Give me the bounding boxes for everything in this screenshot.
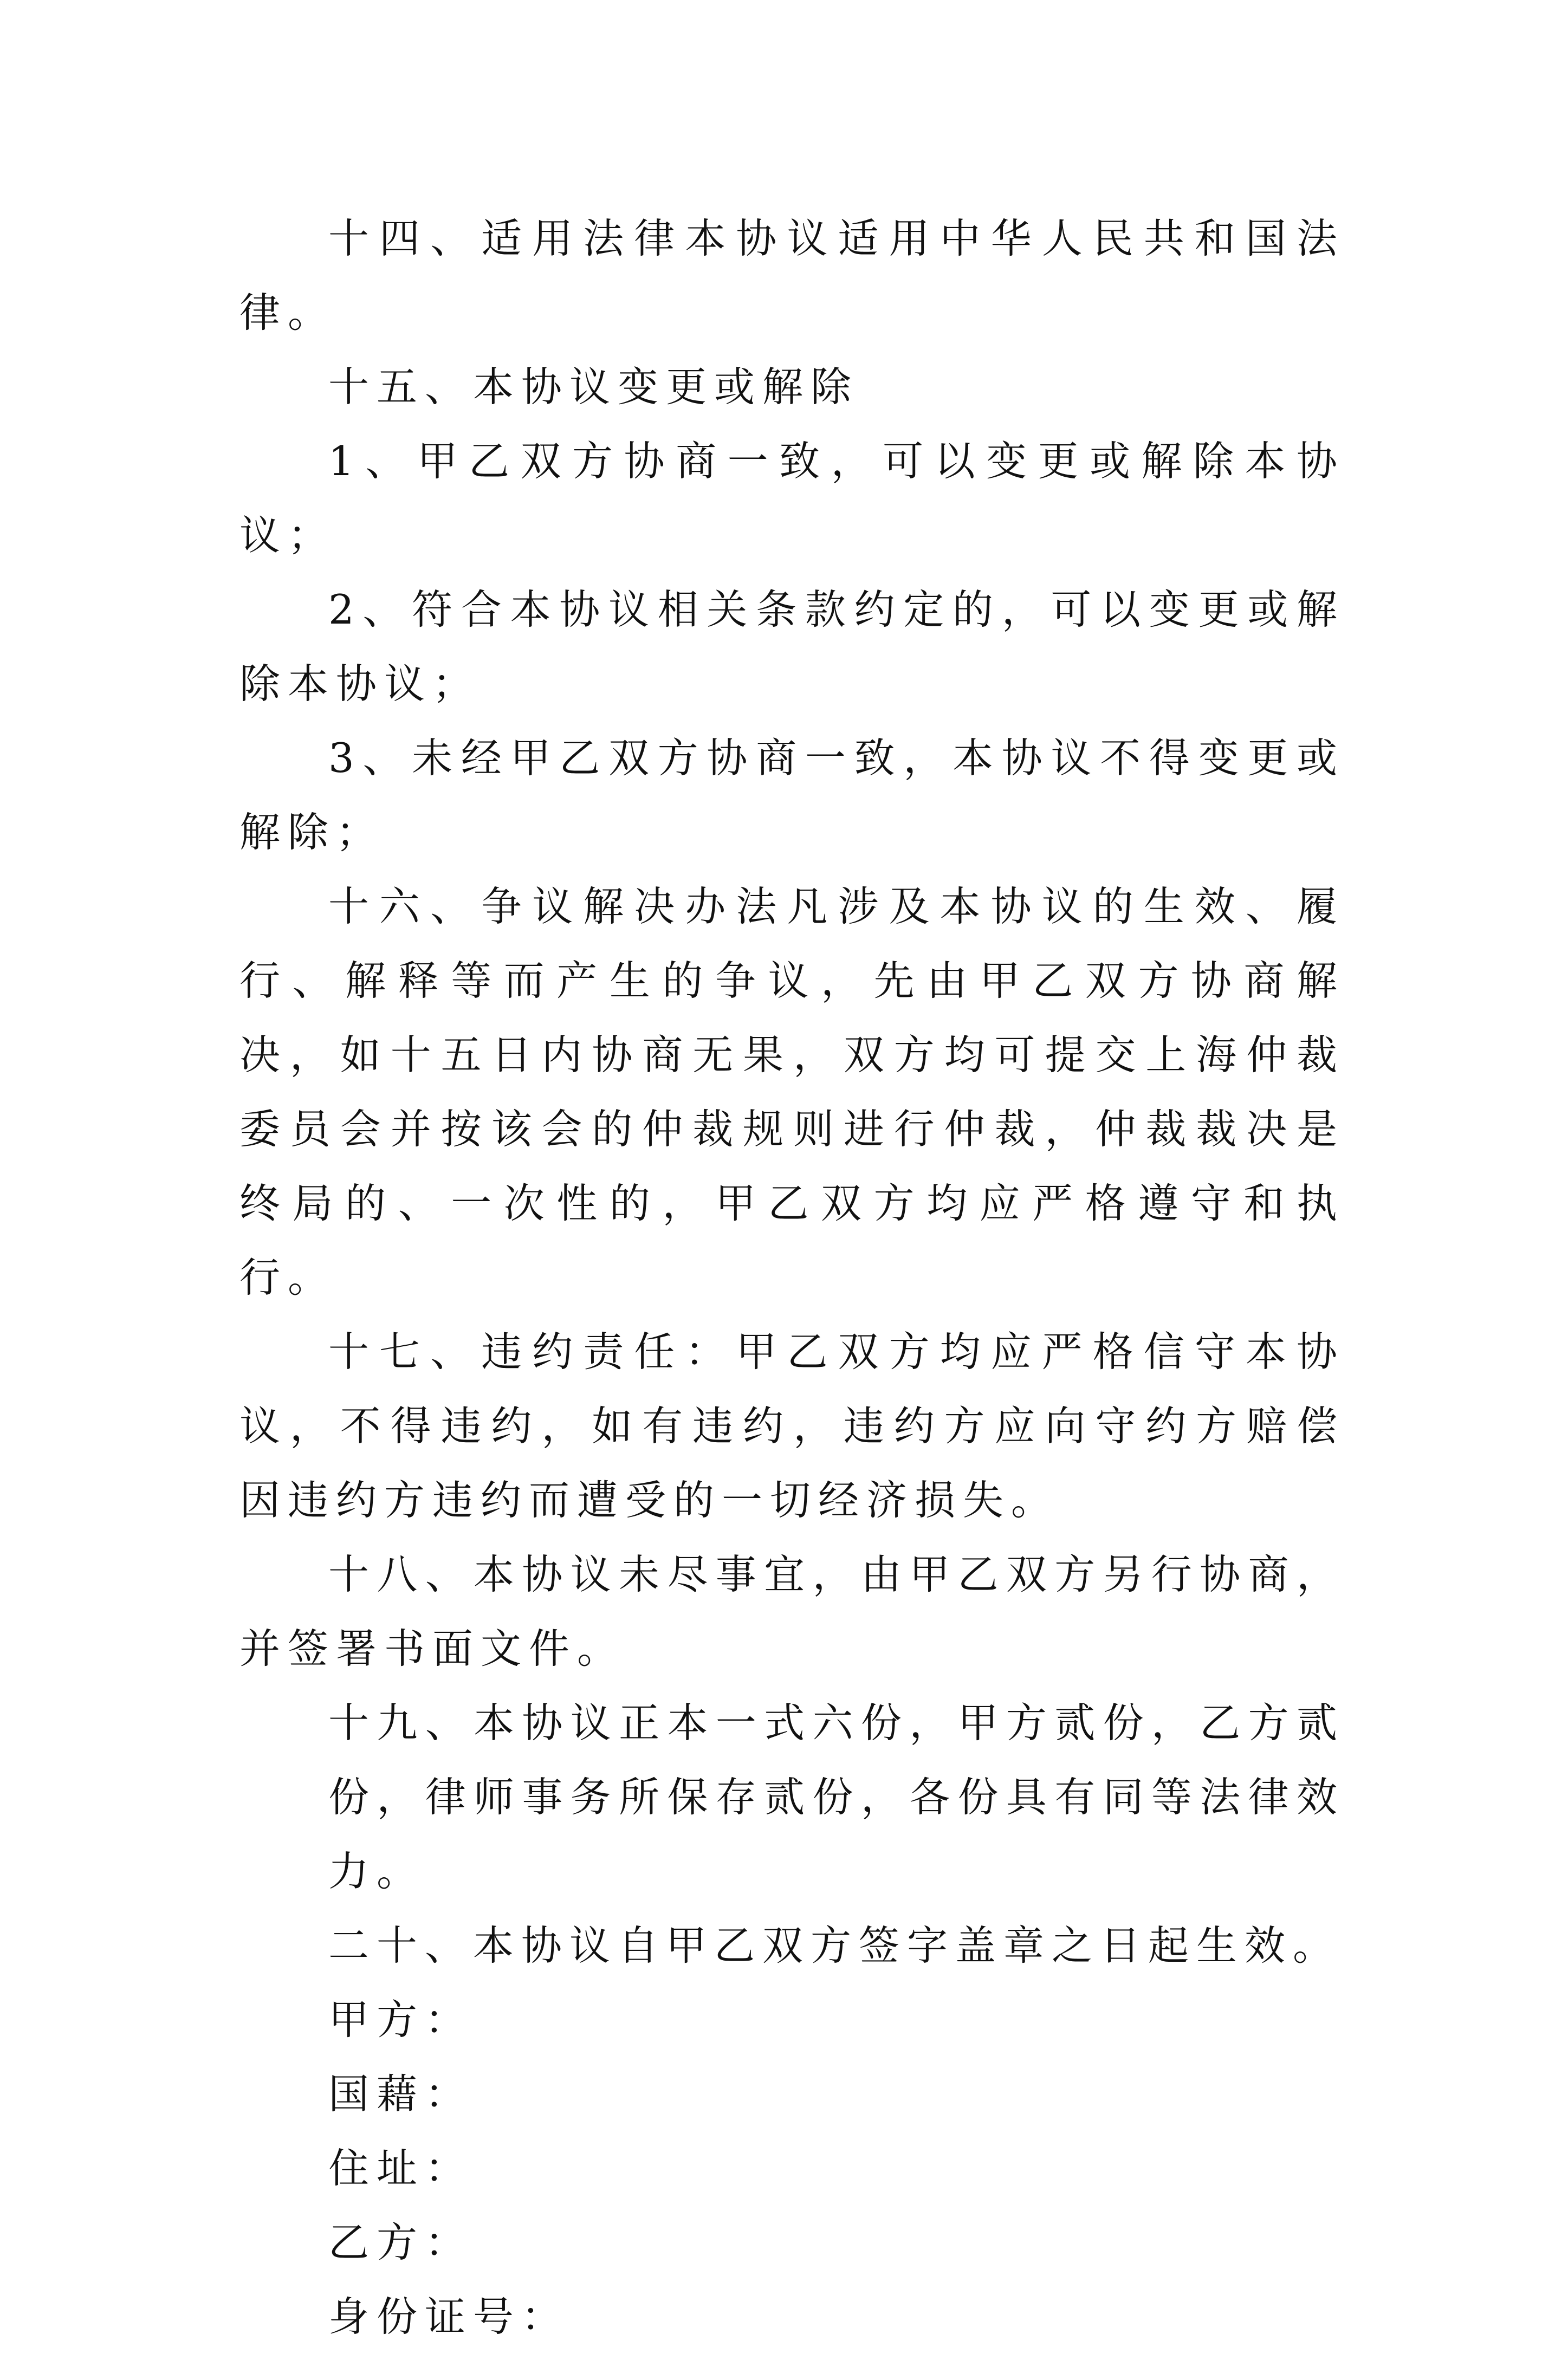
clause-19-copies: 十九、本协议正本一式六份，甲方贰份，乙方贰份，律师事务所保存贰份，各份具有同等法律效力。 — [328, 1699, 1345, 1895]
nationality-label: 国藉： — [328, 2070, 474, 2118]
document-body — [239, 202, 1345, 2354]
clause-17-liability: 十七、违约责任：甲乙双方均应严格信守本协议，不得违约，如有违约，违约方应向守约方赔偿因违约方违约而遭受的一切经济损失。 — [239, 1328, 1345, 1524]
address-label: 住址： — [328, 2144, 474, 2192]
clause-15-heading: 十五、本协议变更或解除 — [328, 363, 859, 411]
clause-16-dispute-resolution: 十六、争议解决办法凡涉及本协议的生效、履行、解释等而产生的争议，先由甲乙双方协商解决，如十五日内协商无果，双方均可提交上海仲裁委员会并按该会的仲裁规则进行仲裁，仲裁裁决是终局的、一次性的，甲乙双方均应严格遵守和执行。 — [239, 883, 1345, 1301]
clause-18-other-matters: 十八、本协议未尽事宜，由甲乙双方另行协商，并签署书面文件。 — [239, 1551, 1345, 1672]
clause-15-item-1: 1、甲乙双方协商一致，可以变更或解除本协议； — [239, 437, 1345, 559]
clause-14-applicable-law: 十四、适用法律本协议适用中华人民共和国法律。 — [239, 215, 1345, 336]
party-b-label: 乙方： — [328, 2219, 474, 2266]
id-number-label: 身份证号： — [328, 2293, 570, 2340]
clause-15-item-3: 3、未经甲乙双方协商一致，本协议不得变更或解除； — [239, 734, 1345, 856]
clause-15-item-2: 2、符合本协议相关条款约定的，可以变更或解除本协议； — [239, 586, 1345, 708]
clause-20-effective-date: 二十、本协议自甲乙双方签字盖章之日起生效。 — [328, 1922, 1342, 1969]
party-a-label: 甲方： — [328, 1996, 474, 2044]
